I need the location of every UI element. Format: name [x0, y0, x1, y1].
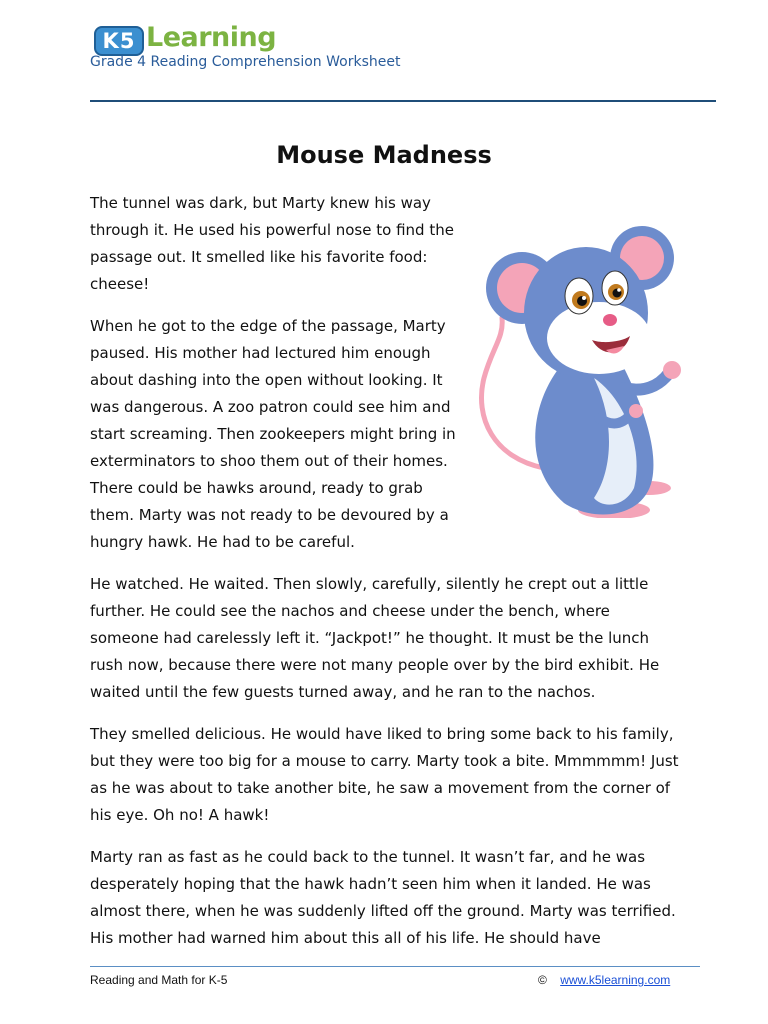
footer-link-area: [538, 973, 670, 987]
story-paragraph-3: He watched. He waited. Then slowly, carefully, silently he crept out a little further. He could see the nachos and cheese under the bench, where someone had carelessly left it. “Jackpot!” he thought. It must be the lunch rush now, because there were not many people over by the bird exhibit. He waited until the few guests turned away, and he ran to the nachos.: [90, 575, 660, 701]
header-divider: [90, 100, 716, 102]
story-paragraph-5: Marty ran as fast as he could back to the tunnel. It wasn’t far, and he was desperately hoping that the hawk hadn’t seen him when it landed. He was almost there, when he was suddenly lifted off the ground. Marty was terrified. His mother had warned him about this all of his life. He should have: [90, 848, 676, 947]
story-paragraph-1: [90, 190, 680, 298]
footer-divider: [90, 966, 700, 967]
copyright-symbol: ©: [538, 973, 547, 987]
paragraph-text: The tunnel was dark, but Marty knew his way through it. He used his powerful nose to find the passage out. It smelled like his favorite food: cheese!: [90, 194, 454, 293]
story-paragraph-4: They smelled delicious. He would have liked to bring some back to his family, but they were too big for a mouse to carry. Marty took a bite. Mmmmmm! Just as he was about to take another bite, he saw a movement from the corner of his eye. Oh no! A hawk!: [90, 725, 679, 824]
cartoon-mouse-icon: [474, 218, 692, 518]
story-body: [90, 190, 680, 967]
story-paragraph-2: When he got to the edge of the passage, Marty paused. His mother had lectured him enough about dashing into the open without looking. It was dangerous. A zoo patron could see him and start screaming. Then zookeepers might bring in exterminators to shoo them out of their homes. There could be hawks around, ready to grab them. Marty was not ready to be devoured by a hungry hawk. He had to be careful.: [90, 317, 456, 551]
footer-tagline: Reading and Math for K-5: [90, 973, 228, 987]
k5learning-link[interactable]: www.k5learning.com: [560, 973, 671, 987]
story-title: Mouse Madness: [276, 141, 492, 169]
logo-badge: K5: [94, 26, 144, 56]
worksheet-subtitle: Grade 4 Reading Comprehension Worksheet: [90, 54, 401, 70]
logo-wordmark: Learning: [146, 22, 277, 53]
